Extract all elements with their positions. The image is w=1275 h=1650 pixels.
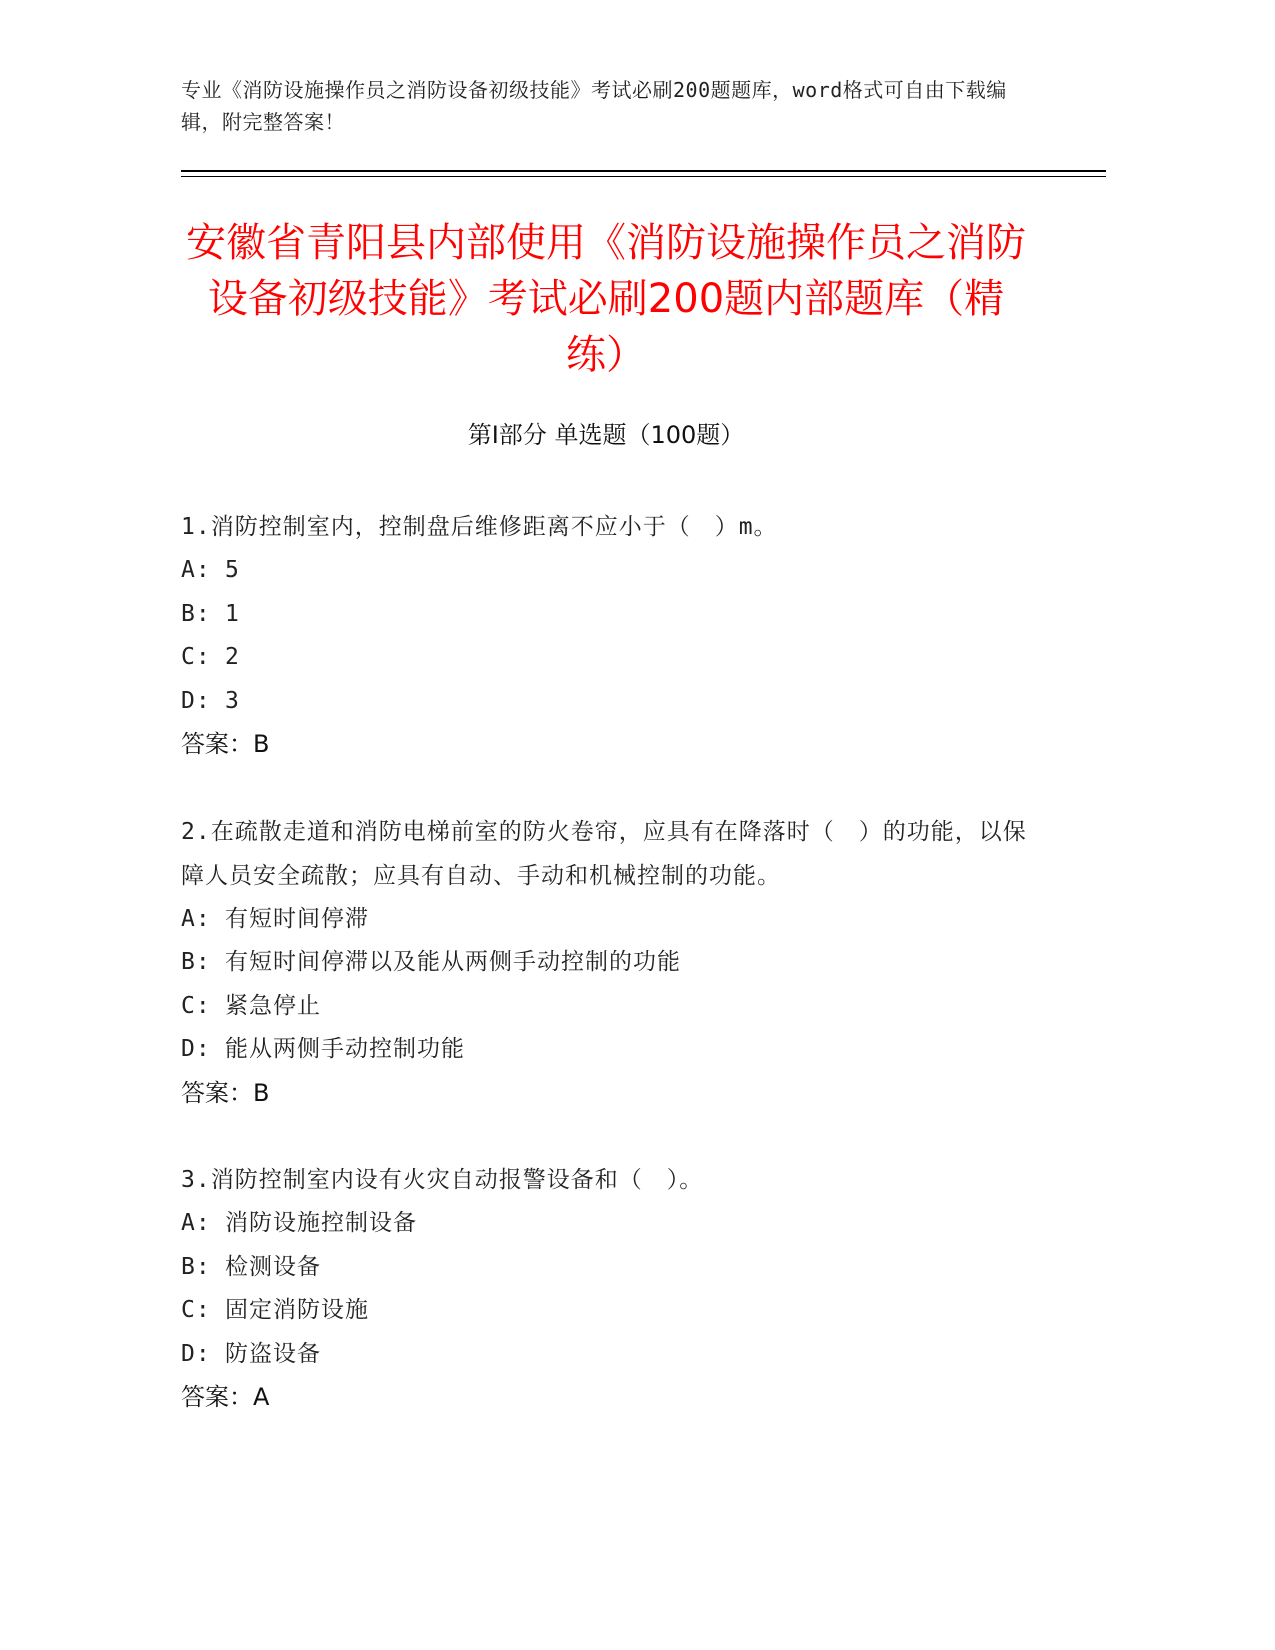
question-text: 3.消防控制室内设有火灾自动报警设备和（ ）。 bbox=[181, 1167, 704, 1193]
option-value: 消防设施控制设备 bbox=[225, 1210, 417, 1236]
answer: 答案：B bbox=[181, 730, 270, 758]
option-d bbox=[181, 1333, 1031, 1377]
question-1 bbox=[181, 505, 1031, 767]
option-value: 能从两侧手动控制功能 bbox=[225, 1036, 465, 1062]
option-key: C: bbox=[181, 992, 211, 1019]
option-value: 5 bbox=[225, 557, 240, 583]
document-intro: 专业《消防设施操作员之消防设备初级技能》考试必刷200题题库，word格式可自由下载编辑，附完整答案！ bbox=[181, 78, 1007, 134]
option-key: A: bbox=[181, 905, 211, 932]
question-list bbox=[181, 505, 1031, 1463]
option-key: A: bbox=[181, 1210, 211, 1236]
answer: 答案：B bbox=[181, 1078, 270, 1107]
option-d bbox=[181, 1028, 1031, 1072]
option-b bbox=[181, 593, 1031, 637]
document-title: 安徽省青阳县内部使用《消防设施操作员之消防设备初级技能》考试必刷200题内部题库（精练） bbox=[186, 220, 1026, 378]
question-2 bbox=[181, 810, 1031, 1116]
answer: 答案：A bbox=[181, 1383, 270, 1411]
section-title: 第I部分 单选题（100题） bbox=[467, 421, 745, 449]
option-value: 防盗设备 bbox=[225, 1340, 321, 1367]
option-key: D: bbox=[181, 687, 211, 714]
option-c bbox=[181, 985, 1031, 1029]
option-value: 3 bbox=[225, 687, 240, 714]
option-key: B: bbox=[181, 949, 211, 975]
option-a bbox=[181, 549, 1031, 593]
header-rule-thin bbox=[181, 176, 1106, 177]
option-key: B: bbox=[181, 1253, 211, 1280]
option-value: 有短时间停滞 bbox=[225, 905, 369, 932]
header-rule-thick bbox=[181, 170, 1106, 172]
option-d bbox=[181, 680, 1031, 724]
question-text: 2.在疏散走道和消防电梯前室的防火卷帘，应具有在降落时（ ）的功能，以保障人员安全疏散；应具有自动、手动和机械控制的功能。 bbox=[181, 818, 1027, 889]
option-value: 有短时间停滞以及能从两侧手动控制的功能 bbox=[225, 949, 681, 975]
option-value: 紧急停止 bbox=[225, 992, 321, 1019]
option-b bbox=[181, 941, 1031, 985]
option-value: 1 bbox=[225, 600, 240, 627]
option-b bbox=[181, 1246, 1031, 1290]
option-value: 2 bbox=[225, 644, 240, 670]
option-key: B: bbox=[181, 600, 211, 627]
option-value: 固定消防设施 bbox=[225, 1297, 369, 1323]
option-key: D: bbox=[181, 1340, 211, 1367]
question-text: 1.消防控制室内，控制盘后维修距离不应小于（ ）m。 bbox=[181, 514, 778, 540]
question-3 bbox=[181, 1158, 1031, 1420]
option-key: D: bbox=[181, 1036, 211, 1062]
option-value: 检测设备 bbox=[225, 1253, 321, 1280]
option-key: A: bbox=[181, 557, 211, 583]
option-c bbox=[181, 1289, 1031, 1333]
option-key: C: bbox=[181, 1297, 211, 1323]
option-a bbox=[181, 1202, 1031, 1246]
option-c bbox=[181, 636, 1031, 680]
option-a bbox=[181, 898, 1031, 942]
option-key: C: bbox=[181, 644, 211, 670]
